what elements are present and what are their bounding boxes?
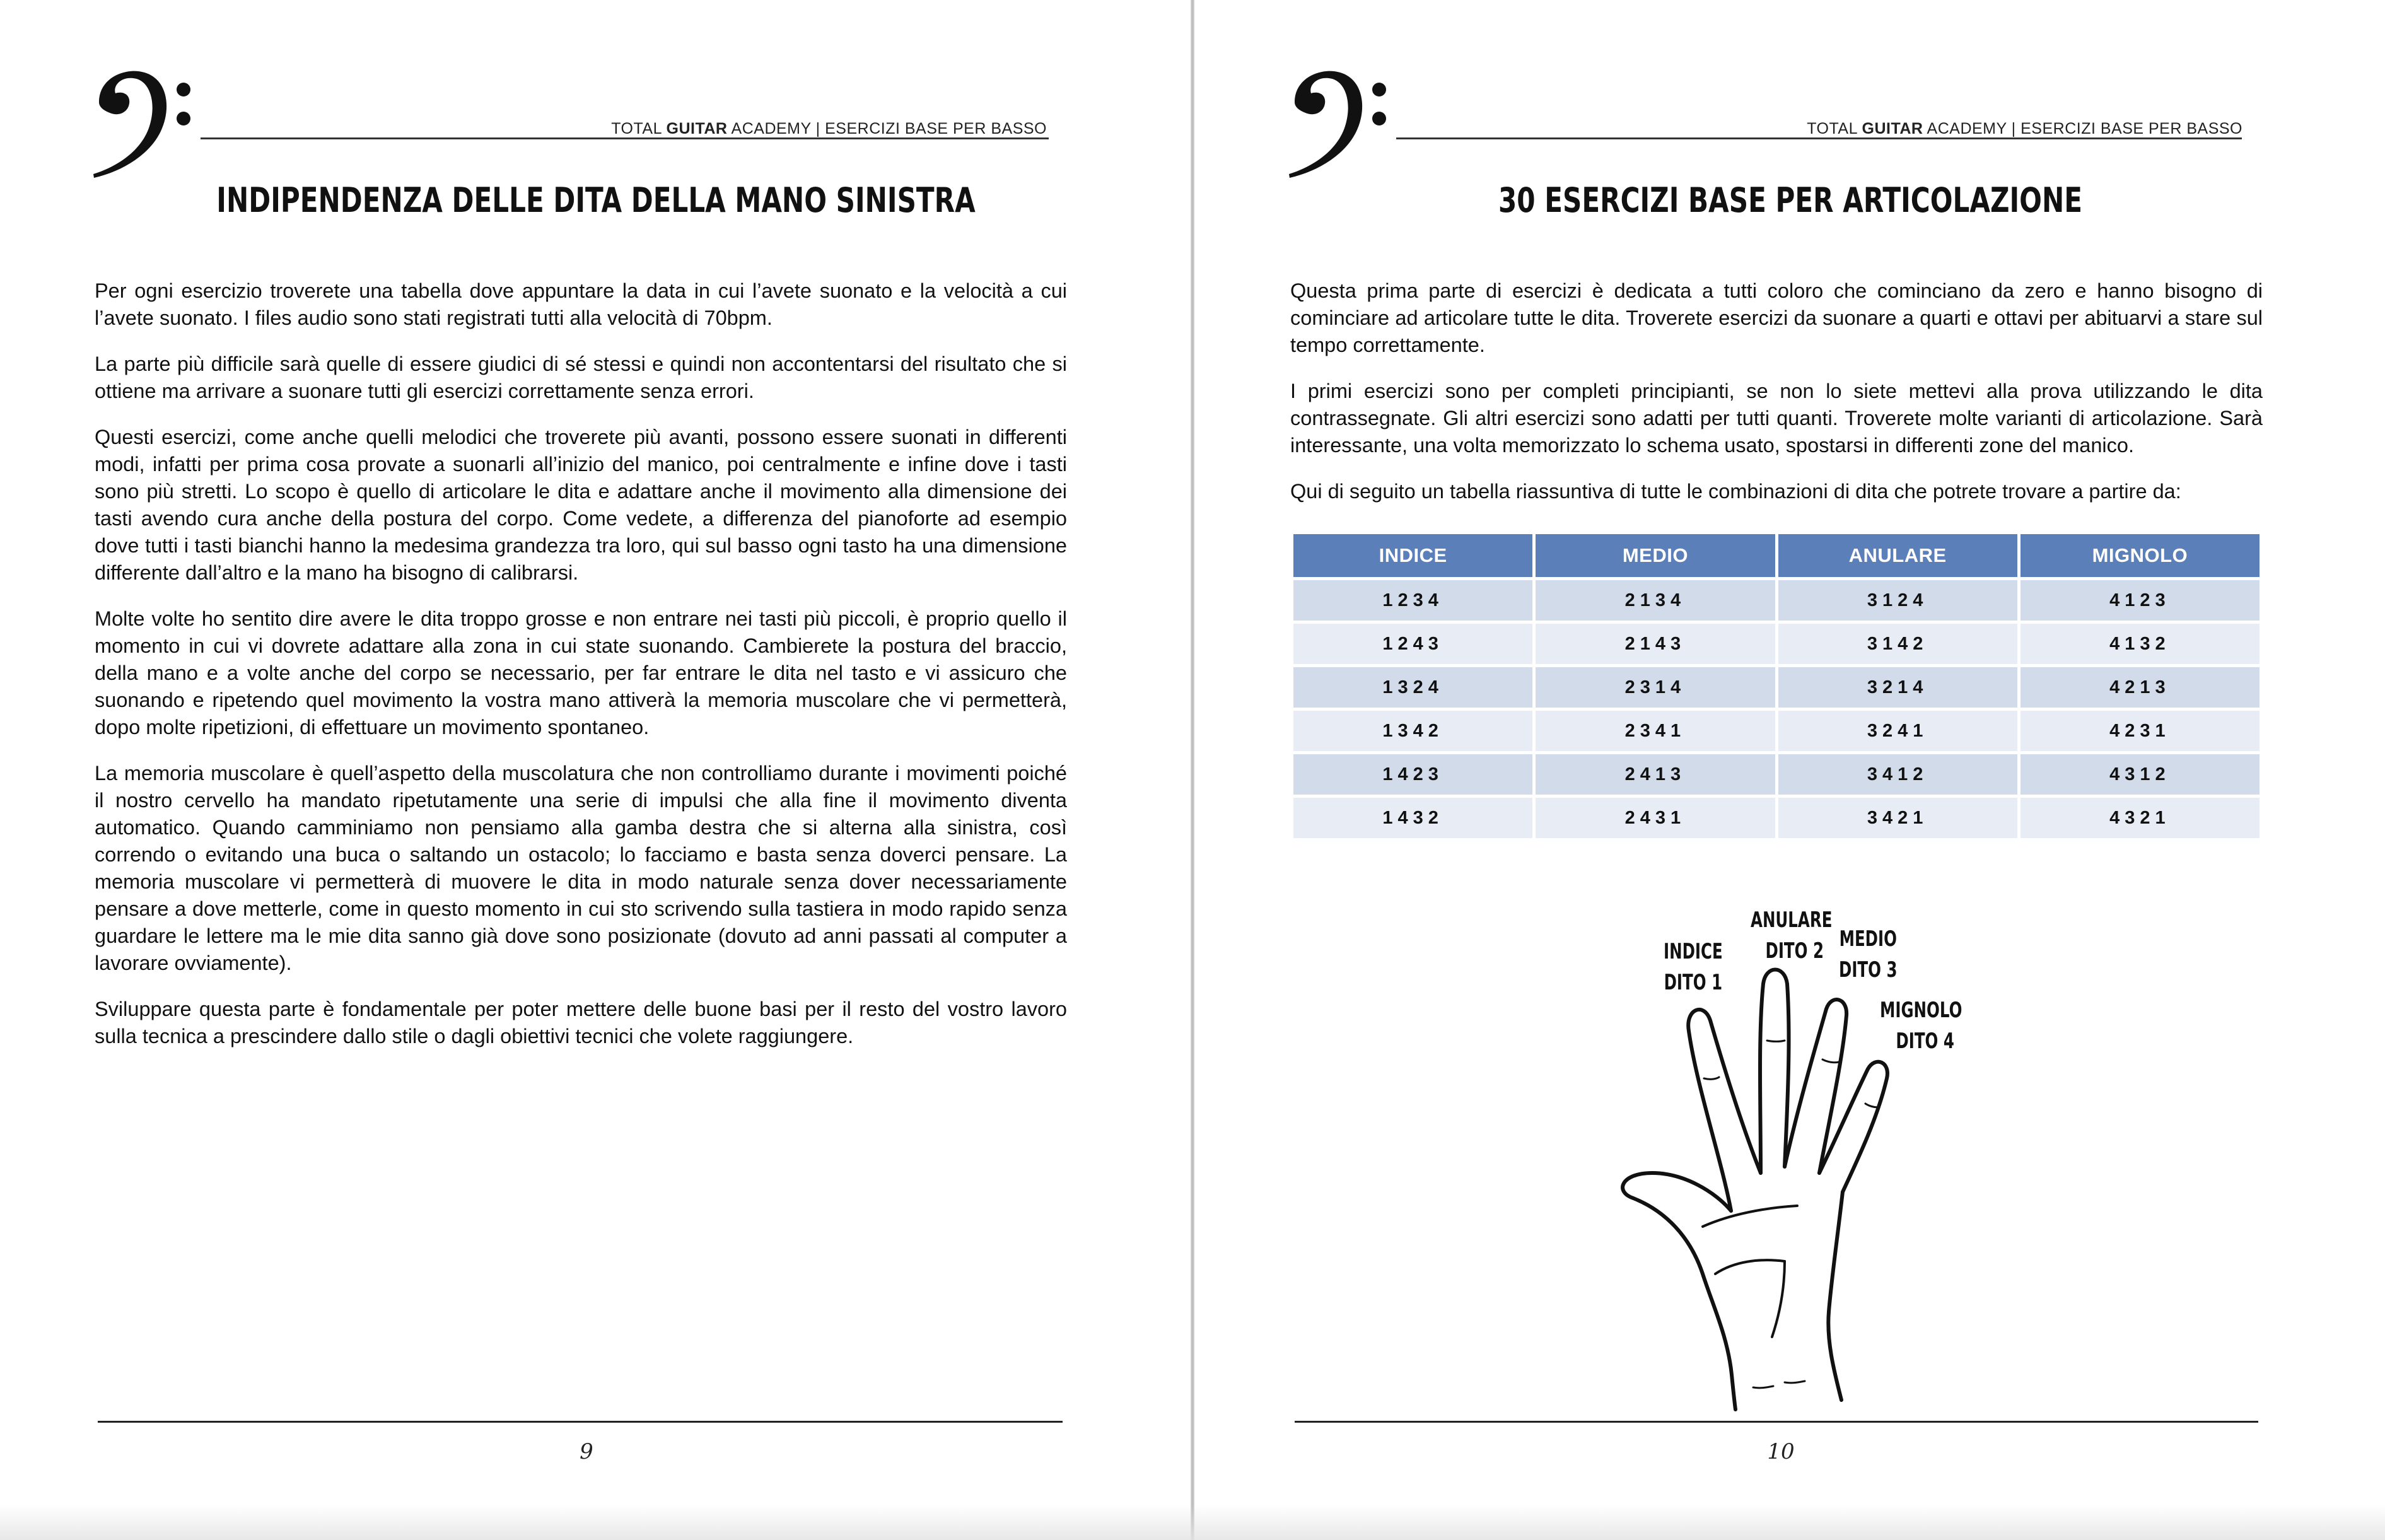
table-row (1293, 711, 2260, 751)
table-cell: 1324 (1293, 667, 1532, 708)
paragraph: Per ogni esercizio troverete una tabella dove appuntare la data in cui l’avete suonato e la velocità a cui l’avete suonato. I files audio sono stati registrati tutti alla velocità di 70bpm. (95, 279, 1067, 329)
paragraph: La parte più difficile sarà quelle di essere giudici di sé stessi e quindi non accontentarsi del risultato che si ottiene ma arrivare a suonare tutti gli esercizi correttamente senza errori. (95, 353, 1067, 402)
column-header: ANULARE (1778, 534, 2017, 577)
table-cell: 2143 (1536, 624, 1775, 664)
table-cell: 3412 (1778, 754, 2017, 795)
book-spine (1191, 0, 1194, 1540)
table-row (1293, 798, 2260, 838)
page-number: 10 (1767, 1439, 1795, 1464)
footer-rule (1295, 1421, 2258, 1423)
label-indice: INDICE DITO 1 (1664, 939, 1723, 995)
table-cell: 2134 (1536, 580, 1775, 621)
bass-clef-icon (91, 63, 199, 183)
table-cell: 4213 (2021, 667, 2260, 708)
table-cell: 2413 (1536, 754, 1775, 795)
table-cell: 1234 (1293, 580, 1532, 621)
page-number: 9 (580, 1439, 593, 1464)
left-page (0, 0, 1192, 1540)
finger-combination-table (1290, 531, 2263, 841)
table-cell: 1342 (1293, 711, 1532, 751)
page-title: INDIPENDENZA DELLE DITA DELLA MANO SINISTRA (216, 180, 976, 220)
label-anulare: ANULARE DITO 2 (1751, 907, 1833, 964)
paragraph: Qui di seguito un tabella riassuntiva di tutte le combinazioni di dita che potrete trovare a partire da: (1290, 480, 2181, 503)
paragraph: I primi esercizi sono per completi principianti, se non lo siete mettevi alla prova utilizzando le dita contrassegnate. Gli altri esercizi sono adatti per tutti quanti. Troverete molte varianti di articolazione. Sarà interessante, una volta memorizzato lo schema usato, spostarsi in differenti zone del manico. (1290, 380, 2263, 457)
table-row (1293, 624, 2260, 664)
page-shadow (0, 1504, 2385, 1540)
body-text (1290, 277, 2263, 524)
paragraph: Sviluppare questa parte è fondamentale per poter mettere delle buone basi per il resto del vostro lavoro sulla tecnica a prescindere dallo stile o dagli obiettivi tecnici che volete raggiungere. (95, 998, 1067, 1047)
table-cell: 3241 (1778, 711, 2017, 751)
running-header: TOTAL GUITAR ACADEMY | ESERCIZI BASE PER BASSO (611, 120, 1047, 137)
table-cell: 2314 (1536, 667, 1775, 708)
label-medio: MEDIO DITO 3 (1839, 926, 1898, 983)
table-cell: 4132 (2021, 624, 2260, 664)
table-cell: 4321 (2021, 798, 2260, 838)
table-cell: 1423 (1293, 754, 1532, 795)
column-header: MEDIO (1536, 534, 1775, 577)
page-title: 30 ESERCIZI BASE PER ARTICOLAZIONE (1498, 180, 2083, 220)
table-row (1293, 580, 2260, 621)
table-cell: 4312 (2021, 754, 2260, 795)
table-cell: 2431 (1536, 798, 1775, 838)
table-cell: 3142 (1778, 624, 2017, 664)
table-cell: 4231 (2021, 711, 2260, 751)
footer-rule (98, 1421, 1063, 1423)
table-cell: 2341 (1536, 711, 1775, 751)
column-header: INDICE (1293, 534, 1532, 577)
bass-clef-icon (1287, 63, 1394, 183)
table-header-row (1293, 534, 2260, 577)
hand-illustration (1595, 895, 2075, 1413)
label-mignolo: MIGNOLO DITO 4 (1880, 998, 1962, 1054)
running-header: TOTAL GUITAR ACADEMY | ESERCIZI BASE PER BASSO (1807, 120, 2242, 137)
table-cell: 3124 (1778, 580, 2017, 621)
table-cell: 4123 (2021, 580, 2260, 621)
table-row (1293, 754, 2260, 795)
table-cell: 1432 (1293, 798, 1532, 838)
column-header: MIGNOLO (2021, 534, 2260, 577)
table-row (1293, 667, 2260, 708)
paragraph: Questi esercizi, come anche quelli melodici che troverete più avanti, possono essere suonati in differenti modi, infatti per prima cosa provate a suonarli all’inizio del manico, poi centralmente e infine dove i tasti sono più stretti. Lo scopo è quello di articolare le dita e adattare anche il movimento alla dimensione dei tasti avendo cura anche della postura del corpo. Come vedete, a differenza del pianoforte ad esempio dove tutti i tasti bianchi hanno la medesima grandezza tra loro, qui sul basso ogni tasto ha una dimensione differente dall’altro e la mano ha bisogno di calibrarsi. (95, 426, 1067, 584)
table-cell: 1243 (1293, 624, 1532, 664)
paragraph: Questa prima parte di esercizi è dedicata a tutti coloro che cominciano da zero e hanno bisogno di cominciare ad articolare tutte le dita. Troverete esercizi da suonare a quarti e ottavi per abituarvi a stare sul tempo correttamente. (1290, 279, 2263, 356)
table-cell: 3421 (1778, 798, 2017, 838)
table-cell: 3214 (1778, 667, 2017, 708)
paragraph: Molte volte ho sentito dire avere le dita troppo grosse e non entrare nei tasti più piccoli, è proprio quello il momento in cui vi dovrete adattare alla zona in cui state suonando. Cambierete la postura del braccio, della mano e a volte anche del corpo se necessario, per far entrare le dita nel tasto e vi assicuro che suonando e ripetendo quel movimento la vostra mano attiverà la memoria muscolare che vi permetterà, dopo molte ripetizioni, di effettuare un movimento spontaneo. (95, 607, 1067, 738)
body-text (95, 277, 1067, 1069)
paragraph: La memoria muscolare è quell’aspetto della muscolatura che non controlliamo durante i movimenti poiché il nostro cervello ha mandato ripetutamente una serie di impulsi che alla fine il movimento diventa automatico. Quando camminiamo non pensiamo alla gamba destra che si alterna alla sinistra, così correndo o evitando una buca o saltando un ostacolo; lo facciamo e basta senza doverci pensare. La memoria muscolare vi permetterà di muovere le dita in modo naturale senza dover necessariamente pensare a dove metterle, come in questo momento in cui sto scrivendo sulla tastiera in modo rapido senza guardare le lettere ma le mie dita sanno già dove sono posizionate (dovuto ad anni passati al computer a lavorare ovviamente). (95, 762, 1067, 974)
